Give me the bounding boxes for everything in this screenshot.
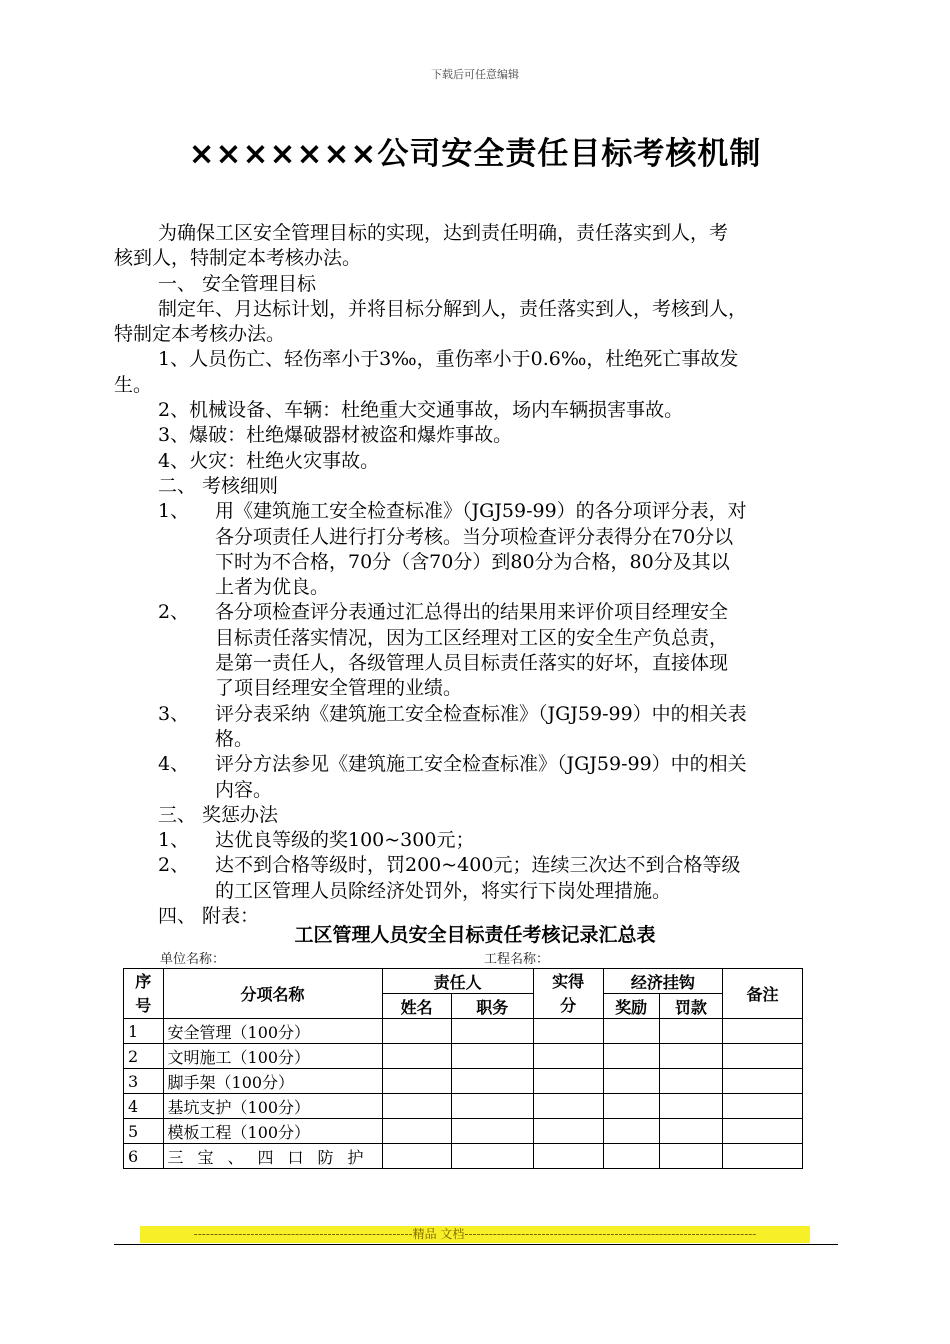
rule-line: 是第一责任人，各级管理人员目标责任落实的好坏，直接体现 [215,652,729,675]
rule-number: 3、 [158,702,190,725]
footer-banner [140,1226,810,1243]
rule-item [114,702,838,753]
goal-line: 2、机械设备、车辆：杜绝重大交通事故，场内车辆损害事故。 [158,399,684,422]
paragraph-line: 特制定本考核办法。 [114,323,286,346]
summary-table [123,968,803,1169]
header-name: 姓名 [382,994,451,1019]
row-item: 基坑支护（100分） [163,1094,382,1119]
row-number: 6 [124,1144,164,1169]
section-heading: 三、 奖惩办法 [158,803,279,826]
table-row [124,1019,803,1044]
reward-item [114,853,838,904]
section-heading: 一、 安全管理目标 [158,272,317,295]
rule-line: 用《建筑施工安全检查标准》（JGJ59-99）的各分项评分表，对 [215,500,747,523]
intro-line: 核到人，特制定本考核办法。 [114,247,362,270]
goal-line: 生。 [114,373,153,396]
row-number: 1 [124,1019,164,1044]
reward-line: 达不到合格等级时，罚200~400元；连续三次达不到合格等级 [215,854,741,877]
rule-line: 评分方法参见《建筑施工安全检查标准》（JGJ59-99）中的相关 [215,753,747,776]
rule-line: 目标责任落实情况，因为工区经理对工区的安全生产负总责， [215,626,729,649]
row-item: 安全管理（100分） [163,1019,382,1044]
row-item: 模板工程（100分） [163,1119,382,1144]
row-item: 脚手架（100分） [163,1069,382,1094]
intro-line: 为确保工区安全管理目标的实现，达到责任明确，责任落实到人，考 [158,222,729,244]
row-number: 5 [124,1119,164,1144]
paragraph-line: 制定年、月达标计划，并将目标分解到人，责任落实到人，考核到人， [158,297,748,320]
rule-number: 2、 [158,601,190,624]
footer-rule [114,1244,838,1245]
document-body [114,221,838,929]
header-item: 分项名称 [163,969,382,1019]
header-responsible: 责任人 [382,969,533,994]
rule-number: 4、 [158,753,190,776]
reward-item [114,828,838,853]
header-reward: 奖励 [603,994,659,1019]
rule-line: 了项目经理安全管理的业绩。 [215,677,463,700]
reward-number: 1、 [158,829,190,852]
header-economic: 经济挂钩 [603,969,722,994]
rule-line: 评分表采纳《建筑施工安全检查标准》（JGJ59-99）中的相关表 [215,702,747,725]
footer-text: 精品 文档 [412,1227,465,1241]
table-row [124,1144,803,1169]
rule-item [114,752,838,803]
rule-line: 格。 [215,727,254,750]
rule-line: 各分项责任人进行打分考核。当分项检查评分表得分在70分以 [215,525,734,548]
table-row [124,1044,803,1069]
rule-line: 下时为不合格，70分（含70分）到80分为合格，80分及其以 [215,550,730,573]
table-title: 工区管理人员安全目标责任考核记录汇总表 [294,924,656,946]
row-number: 4 [124,1094,164,1119]
project-name-label: 工程名称： [484,952,550,967]
row-number: 2 [124,1044,164,1069]
row-item: 文明施工（100分） [163,1044,382,1069]
rule-item [114,600,838,701]
header-fine: 罚款 [659,994,723,1019]
reward-number: 2、 [158,854,190,877]
table-row [124,1119,803,1144]
reward-line: 的工区管理人员除经济处罚外，将实行下岗处理措施。 [215,879,672,902]
header-score: 实得分 [533,969,603,1019]
rule-line: 各分项检查评分表通过汇总得出的结果用来评价项目经理安全 [215,601,729,624]
rule-item [114,499,838,600]
goal-line: 4、火灾：杜绝火灾事故。 [158,449,380,472]
header-note: 备注 [723,969,803,1019]
section-heading: 四、 附表： [158,905,260,928]
section-heading: 二、 考核细则 [158,474,279,497]
reward-line: 达优良等级的奖100~300元； [215,829,475,852]
row-item: 三宝、四口防护 [163,1144,382,1169]
table-row [124,1069,803,1094]
goal-line: 1、人员伤亡、轻伤率小于3‰，重伤率小于0.6‰，杜绝死亡事故发 [158,348,739,371]
row-number: 3 [124,1069,164,1094]
footer-dashes: ------------------------------------------------------------------------ [464,1227,757,1241]
rule-number: 1、 [158,500,190,523]
goal-line: 3、爆破：杜绝爆破器材被盗和爆炸事故。 [158,424,513,447]
page-header: 下载后可任意编辑 [431,68,519,81]
unit-name-label: 单位名称： [160,952,226,967]
rule-line: 上者为优良。 [215,576,330,599]
document-title: ×××××××公司安全责任目标考核机制 [188,136,762,172]
header-seq: 序号 [124,969,164,1019]
header-duty: 职务 [451,994,533,1019]
rule-line: 内容。 [215,778,273,801]
table-row [124,1094,803,1119]
footer-dashes: ------------------------------------------------------ [193,1227,413,1241]
